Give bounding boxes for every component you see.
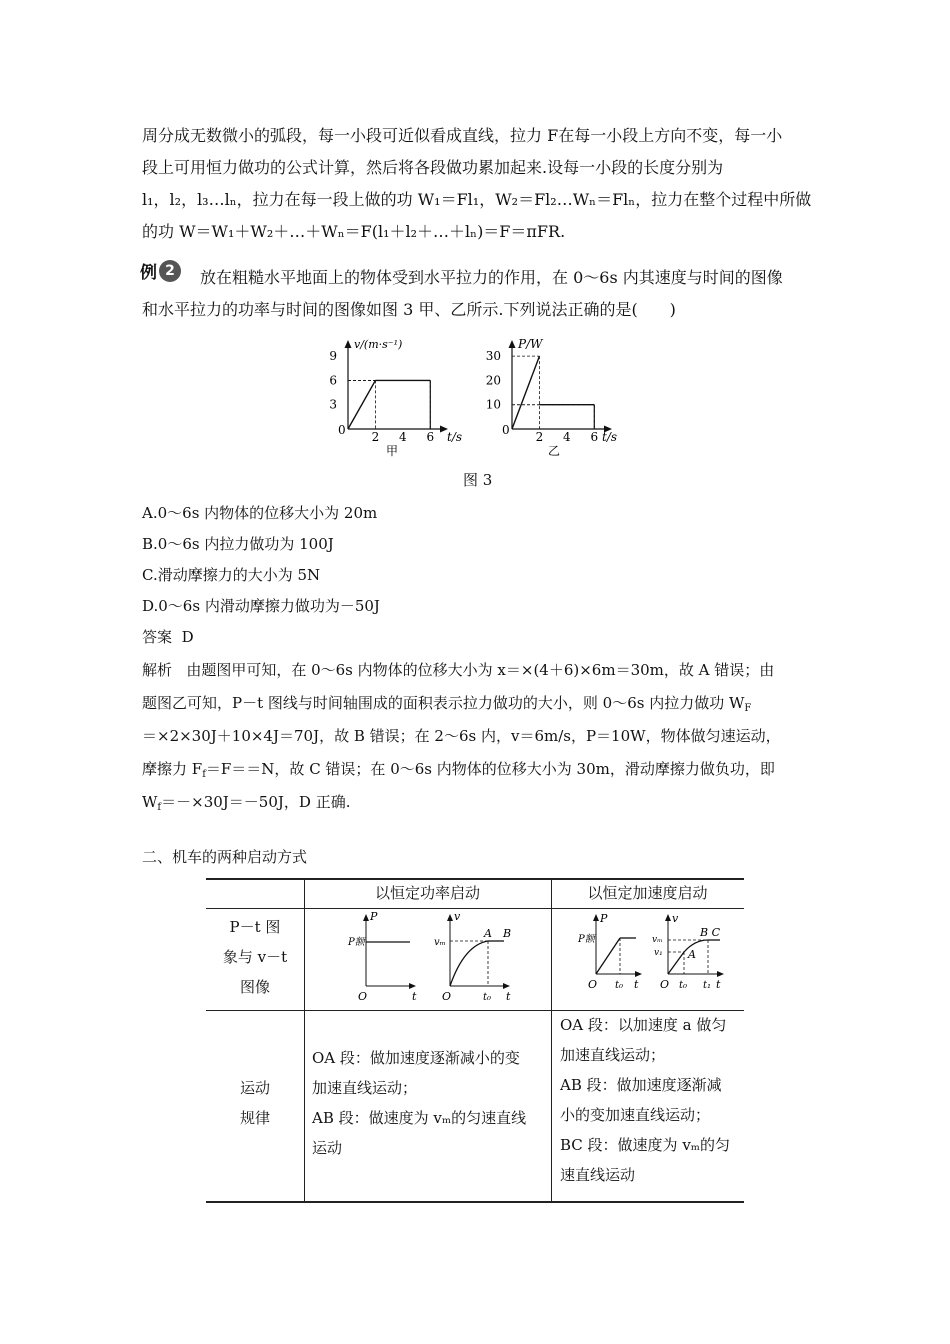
const-power-rule-4: 运动	[312, 1139, 343, 1157]
chart-jia-ylabel: v/(m·s⁻¹)	[354, 338, 403, 351]
ca-pt-o-label: O	[588, 978, 598, 991]
const-accel-rule-6: 速直线运动	[560, 1166, 636, 1184]
cp-vt-curve	[450, 941, 488, 986]
cp-vt-a-label: A	[484, 927, 492, 940]
analysis-text-1: 由题图甲可知，在 0～6s 内物体的位移大小为 x＝×(4＋6)×6m＝30m，故 A 错误；由	[186, 661, 775, 679]
chart-jia-origin: 0	[338, 423, 346, 437]
answer-value: D	[181, 628, 194, 646]
row2-label-1: 运动	[239, 1079, 270, 1097]
ca-pt-rated-label: P额	[578, 934, 595, 945]
cp-vt-t-label: t	[506, 990, 511, 1003]
cp-vt-o-label: O	[442, 990, 452, 1003]
analysis-text-4-sub: f	[202, 769, 206, 780]
intro-line-3: l₁，l₂，l₃…lₙ，拉力在每一段上做的功 W₁＝Fl₁，W₂＝Fl₂…Wₙ＝Flₙ，拉力在整个过程中所做	[142, 190, 812, 209]
row2-label-2: 规律	[239, 1109, 270, 1127]
cp-vt-b-label: B	[503, 927, 512, 940]
table-header-const-power: 以恒定功率启动	[374, 884, 480, 902]
chart-jia-title: 甲	[386, 444, 399, 458]
ca-pt-p-label: P	[600, 912, 608, 925]
const-accel-rule-4: 小的变加速直线运动；	[560, 1106, 711, 1124]
cp-vt-y-arrow	[447, 914, 453, 921]
ca-vt-v-label: v	[672, 912, 679, 925]
option-b: B.0～6s 内拉力做功为 100J	[142, 535, 334, 553]
analysis-line-2	[142, 692, 751, 720]
cp-pt-p-label: P	[370, 910, 378, 923]
chart-jia-ytick: 9	[329, 349, 337, 364]
table-row-rule	[206, 1010, 744, 1011]
cp-pt-t-label: t	[412, 990, 417, 1003]
cp-vt-v-label: v	[454, 910, 461, 923]
row1-label-1: P－t 图	[229, 918, 281, 936]
table-top-rule	[206, 878, 744, 880]
chart-jia-y-arrow	[345, 340, 352, 348]
answer-label: 答案	[142, 628, 173, 646]
cp-vt-t0-label: t₀	[483, 992, 492, 1003]
analysis-label: 解析	[142, 661, 173, 679]
const-power-v-t-graph	[434, 910, 511, 1003]
ca-pt-y-arrow	[593, 914, 599, 921]
example-stem-line-2: 和水平拉力的功率与时间的图像如图 3 甲、乙所示.下列说法正确的是( )	[142, 300, 676, 319]
chart-yi-series-segment	[512, 356, 539, 429]
chart-jia-xtick: 4	[399, 430, 407, 444]
chart-jia-xlabel: t/s	[447, 430, 463, 444]
intro-line-4: 的功 W＝W₁＋W₂＋…＋Wₙ＝F(l₁＋l₂＋…＋lₙ)＝F＝πFR.	[142, 222, 566, 241]
const-accel-v-t-graph	[652, 912, 724, 991]
const-accel-rule-2: 加速直线运动；	[560, 1046, 666, 1064]
analysis-text-5-rest: ＝－×30J＝－50J，D 正确.	[161, 793, 351, 811]
row1-label-3: 图像	[239, 978, 270, 996]
analysis-line-4	[142, 758, 775, 786]
const-power-rule-3: AB 段：做速度为 vₘ的匀速直线	[312, 1109, 527, 1127]
table-graphs	[0, 908, 950, 1008]
const-accel-rule-5: BC 段：做速度为 vₘ的匀	[560, 1136, 730, 1154]
chart-yi-xtick: 6	[590, 430, 599, 444]
analysis-text-5-sub: f	[157, 802, 162, 813]
option-a: A.0～6s 内物体的位移大小为 20m	[142, 504, 378, 522]
chart-jia-xtick: 6	[426, 430, 435, 444]
analysis-text-2-sub: F	[744, 703, 752, 714]
cp-vt-x-arrow	[503, 983, 510, 989]
chart-jia-ytick: 3	[329, 397, 337, 412]
chart-jia-ytick: 6	[329, 373, 337, 388]
analysis-text-4-rest: ＝F＝＝N，故 C 错误；在 0～6s 内物体的位移大小为 30m，滑动摩擦力做负功，即	[205, 760, 775, 778]
const-power-rule-2: 加速直线运动；	[312, 1079, 418, 1097]
example-word: 例	[140, 263, 157, 283]
cp-pt-o-label: O	[358, 990, 368, 1003]
ca-vt-o-label: O	[660, 978, 670, 991]
ca-vt-t-label: t	[716, 978, 721, 991]
const-power-p-t-graph	[347, 910, 417, 1003]
ca-vt-ramp	[668, 952, 684, 974]
ca-vt-x-arrow	[717, 971, 724, 977]
ca-vt-a-label: A	[688, 948, 696, 961]
ca-pt-t-label: t	[634, 978, 639, 991]
ca-pt-t0-label: t₀	[615, 980, 624, 991]
chart-yi-origin: 0	[502, 423, 510, 437]
option-d: D.0～6s 内滑动摩擦力做功为－50J	[142, 597, 380, 615]
option-c: C.滑动摩擦力的大小为 5N	[142, 566, 321, 584]
cp-pt-x-arrow	[409, 983, 416, 989]
const-accel-rule-1: OA 段：以加速度 a 做匀	[560, 1016, 727, 1034]
analysis-line-5	[142, 791, 350, 819]
chart-yi-title: 乙	[548, 444, 561, 458]
cp-vt-vm-label: vₘ	[434, 937, 446, 948]
chart-yi-ytick: 30	[485, 349, 501, 364]
ca-pt-x-arrow	[635, 971, 642, 977]
ca-vt-t1-label: t₁	[703, 980, 712, 991]
ca-vt-bc-label: B C	[700, 926, 720, 939]
analysis-text-2: 题图乙可知，P－t 图线与时间轴围成的面积表示拉力做功的大小，则 0～6s 内拉力做功 W	[142, 694, 745, 712]
analysis-line-1	[142, 659, 774, 681]
chart-yi-ytick: 10	[485, 397, 501, 412]
const-accel-rule-3: AB 段：做加速度逐渐减	[560, 1076, 722, 1094]
table-header-const-accel: 以恒定加速度启动	[587, 884, 708, 902]
chart-yi-ytick: 20	[485, 373, 501, 388]
intro-line-1: 周分成无数微小的弧段，每一小段可近似看成直线，拉力 F在每一小段上方向不变，每一小	[142, 126, 783, 145]
analysis-text-5: W	[142, 793, 158, 811]
table-bottom-rule	[206, 1201, 744, 1203]
chart-jia-series-segment	[348, 380, 375, 429]
section-title: 二、机车的两种启动方式	[142, 848, 308, 866]
ca-vt-t0-label: t₀	[679, 980, 688, 991]
chart-yi	[486, 337, 617, 458]
row1-label-2: 象与 v－t	[222, 948, 288, 966]
example-number-icon: 2	[159, 260, 181, 282]
ca-vt-v1-label: v₁	[654, 948, 663, 958]
ca-vt-vm-label: vₘ	[652, 935, 663, 945]
ca-vt-y-arrow	[665, 914, 671, 921]
analysis-text-4: 摩擦力 F	[142, 760, 203, 778]
answer	[142, 626, 194, 648]
example-badge	[140, 258, 181, 283]
example-stem-line-1: 放在粗糙水平地面上的物体受到水平拉力的作用，在 0～6s 内其速度与时间的图像	[200, 268, 783, 287]
intro-line-2: 段上可用恒力做功的公式计算，然后将各段做功累加起来.设每一小段的长度分别为	[142, 158, 724, 177]
chart-jia	[329, 338, 462, 458]
const-accel-p-t-graph	[577, 912, 642, 991]
chart-jia-xtick: 2	[371, 430, 380, 444]
chart-yi-ylabel: P/W	[518, 337, 543, 351]
chart-yi-xtick: 4	[563, 430, 571, 444]
chart-yi-xtick: 2	[535, 430, 544, 444]
ca-pt-ramp	[596, 938, 620, 974]
chart-yi-y-arrow	[509, 340, 516, 348]
cp-pt-y-arrow	[363, 914, 369, 921]
cp-pt-rated-label: P额	[348, 937, 365, 948]
const-power-rule-1: OA 段：做加速度逐渐减小的变	[312, 1049, 520, 1067]
figure-3	[0, 330, 950, 460]
analysis-line-3: ＝×2×30J＋10×4J＝70J，故 B 错误；在 2～6s 内，v＝6m/s，P＝10W，物体做匀速运动，	[142, 727, 781, 745]
chart-yi-xlabel: t/s	[602, 430, 618, 444]
figure-caption: 图 3	[463, 471, 493, 489]
